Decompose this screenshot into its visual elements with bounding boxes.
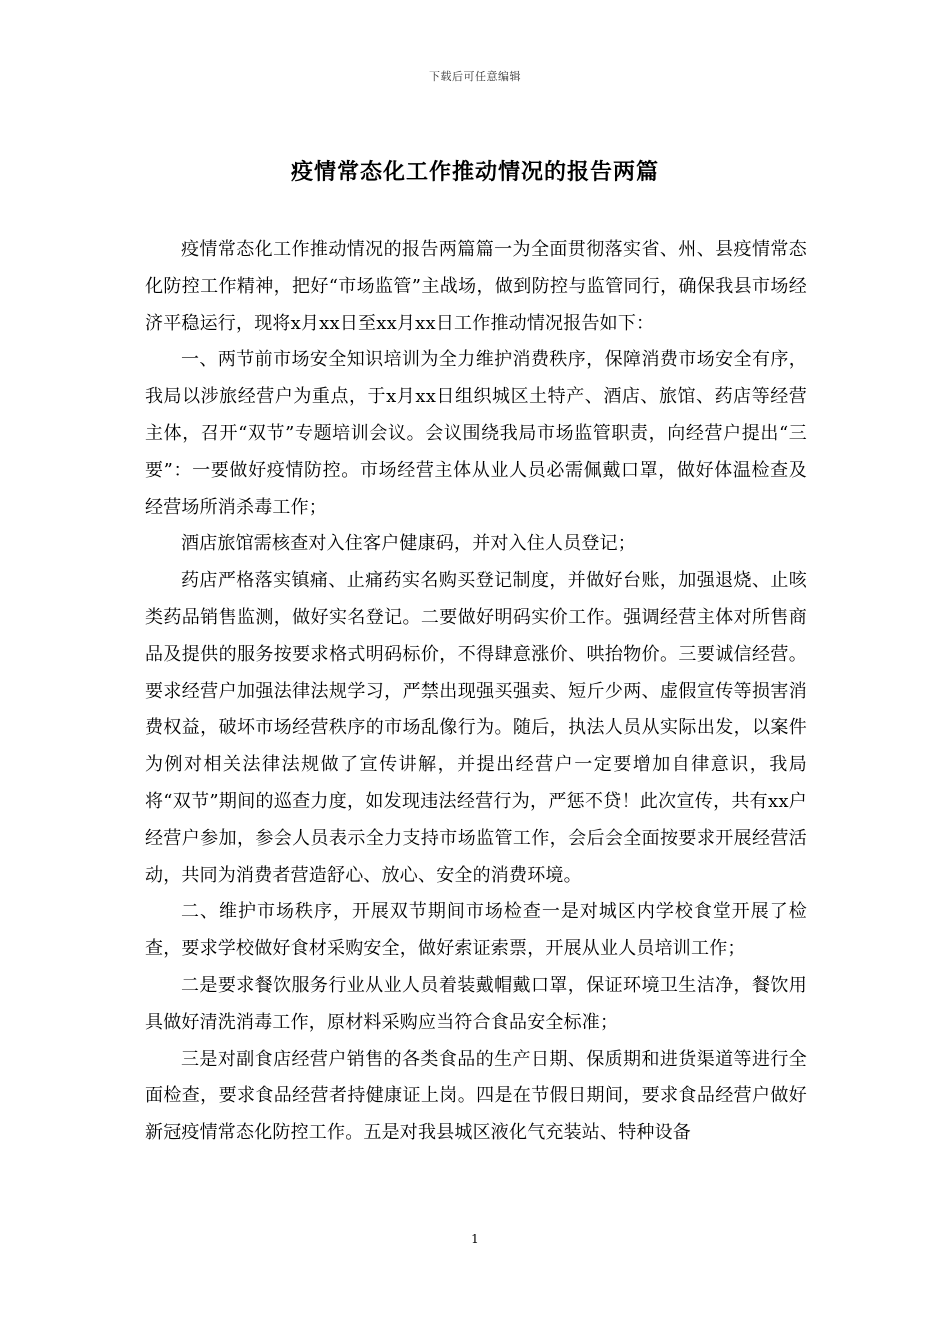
document-title: 疫情常态化工作推动情况的报告两篇 bbox=[290, 159, 659, 185]
paragraph: 酒店旅馆需核查对入住客户健康码，并对入住人员登记； bbox=[181, 533, 636, 555]
paragraph: 一、两节前市场安全知识培训为全力维护消费秩序，保障消费市场安全有序，我局以涉旅经营户为重点，于x月xx日组织城区土特产、酒店、旅馆、药店等经营主体，召开“双节”专题培训会议。会议围绕我局市场监管职责，向经营户提出“三要”：一要做好疫情防控。市场经营主体从业人员必需佩戴口罩，做好体温检查及经营场所消杀毒工作； bbox=[145, 349, 807, 518]
paragraph: 药店严格落实镇痛、止痛药实名购买登记制度，并做好台账，加强退烧、止咳类药品销售监测，做好实名登记。二要做好明码实价工作。强调经营主体对所售商品及提供的服务按要求格式明码标价，不得肆意涨价、哄抬物价。三要诚信经营。要求经营户加强法律法规学习，严禁出现强买强卖、短斤少两、虚假宣传等损害消费权益，破坏市场经营秩序的市场乱像行为。随后，执法人员从实际出发，以案件为例对相关法律法规做了宣传讲解，并提出经营户一定要增加自律意识，我局将“双节”期间的巡查力度，如发现违法经营行为，严惩不贷！此次宣传，共有xx户经营户参加，参会人员表示全力支持市场监管工作，会后会全面按要求开展经营活动，共同为消费者营造舒心、放心、安全的消费环境。 bbox=[145, 570, 807, 886]
page-number: 1 bbox=[471, 1232, 479, 1246]
paragraph: 疫情常态化工作推动情况的报告两篇篇一为全面贯彻落实省、州、县疫情常态化防控工作精神，把好“市场监管”主战场，做到防控与监管同行，确保我县市场经济平稳运行，现将x月xx日至xx月xx日工作推动情况报告如下： bbox=[145, 239, 807, 334]
paragraph: 二是要求餐饮服务行业从业人员着装戴帽戴口罩，保证环境卫生洁净，餐饮用具做好清洗消毒工作，原材料采购应当符合食品安全标准； bbox=[145, 974, 807, 1033]
header-note: 下载后可任意编辑 bbox=[429, 70, 521, 83]
document-body bbox=[145, 232, 807, 1152]
paragraph: 二、维护市场秩序，开展双节期间市场检查一是对城区内学校食堂开展了检查，要求学校做好食材采购安全，做好索证索票，开展从业人员培训工作； bbox=[145, 901, 807, 960]
paragraph: 三是对副食店经营户销售的各类食品的生产日期、保质期和进货渠道等进行全面检查，要求食品经营者持健康证上岗。四是在节假日期间，要求食品经营户做好新冠疫情常态化防控工作。五是对我县城区液化气充装站、特种设备 bbox=[145, 1048, 807, 1144]
